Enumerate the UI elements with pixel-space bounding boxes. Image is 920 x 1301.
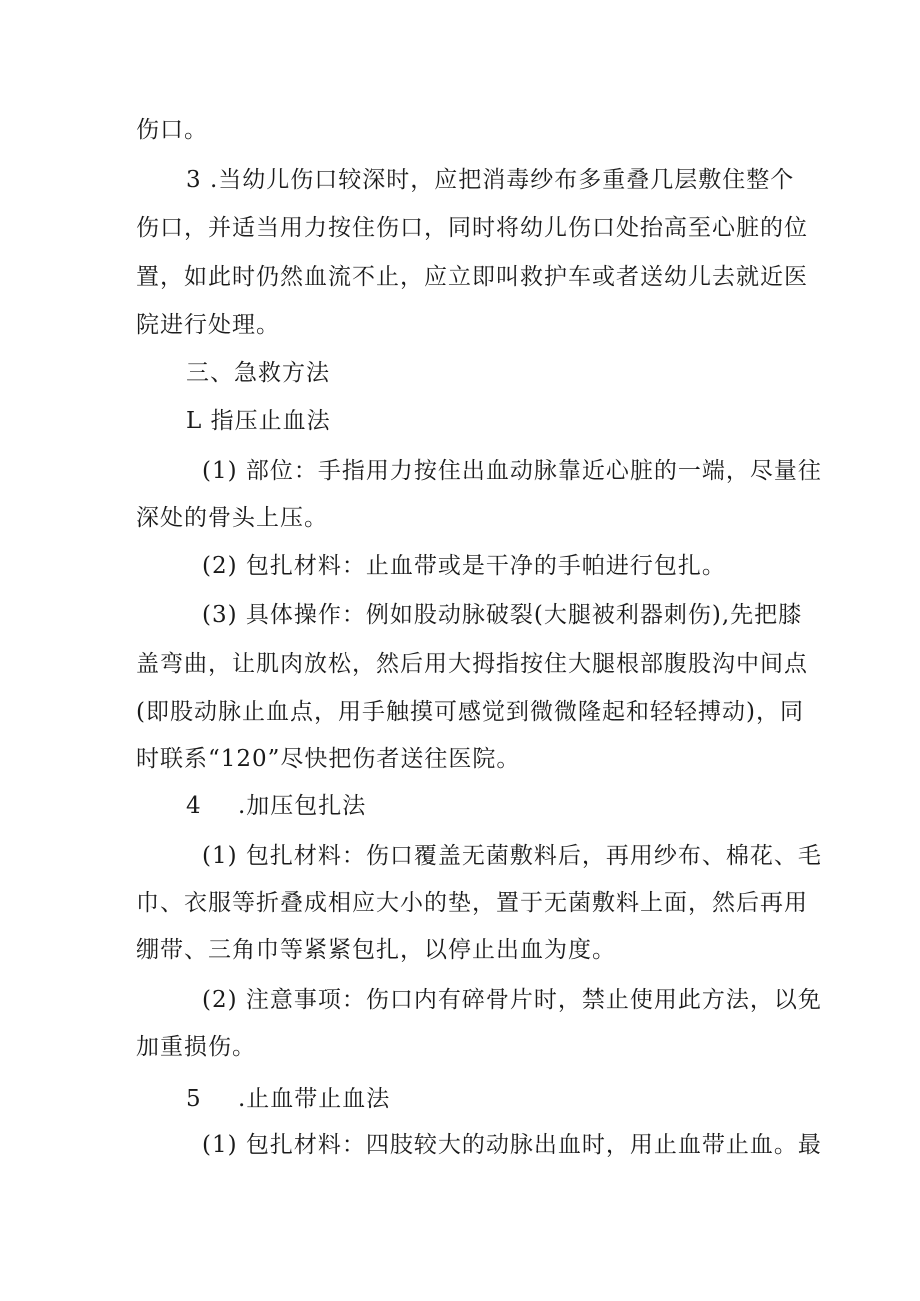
list-item: (2) 包扎材料：止血带或是干净的手帕进行包扎。: [202, 553, 726, 579]
text-line: [0, 880, 920, 926]
subheading-line: [0, 398, 920, 444]
text-line: [0, 205, 920, 251]
subheading-line: [0, 1076, 920, 1122]
paragraph-line: 置，如此时仍然血流不止，应立即叫救护车或者送幼儿去就近医: [136, 264, 808, 290]
paragraph-line: 巾、衣服等折叠成相应大小的垫，置于无菌敷料上面，然后再用: [136, 890, 808, 916]
paragraph-end: 伤口。: [136, 117, 208, 143]
text-line: [0, 641, 920, 687]
numbered-paragraph-start: 3 .当幼儿伤口较深时，应把消毒纱布多重叠几层敷住整个: [186, 167, 795, 193]
text-line: [0, 543, 920, 589]
paragraph-end: 加重损伤。: [136, 1034, 256, 1060]
paragraph-line: (即股动脉止血点，用手触摸可感觉到微微隆起和轻轻搏动)，同: [136, 699, 804, 725]
subheading-line: [0, 783, 920, 829]
list-item-start: (1) 包扎材料：四肢较大的动脉出血时，用止血带止血。最: [202, 1132, 822, 1158]
subheading-number: 4: [186, 793, 202, 819]
text-line: [0, 977, 920, 1023]
section-heading: 三、急救方法: [186, 360, 330, 386]
text-line: [0, 157, 920, 203]
text-line: [0, 107, 920, 153]
text-line: [0, 495, 920, 541]
paragraph-line: 盖弯曲，让肌肉放松，然后用大拇指按住大腿根部腹股沟中间点: [136, 651, 808, 677]
list-item-start: (1) 部位：手指用力按住出血动脉靠近心脏的一端，尽量往: [202, 458, 822, 484]
subheading: .加压包扎法: [238, 793, 367, 819]
paragraph-end: 深处的骨头上压。: [136, 505, 328, 531]
text-line: [0, 592, 920, 638]
text-line: [0, 1024, 920, 1070]
subheading: L 指压止血法: [186, 408, 331, 434]
text-line: [0, 833, 920, 879]
paragraph-end: 时联系“120”尽快把伤者送往医院。: [136, 746, 521, 772]
subheading: .止血带止血法: [238, 1086, 391, 1112]
paragraph-line: 伤口，并适当用力按住伤口，同时将幼儿伤口处抬高至心脏的位: [136, 215, 808, 241]
subheading-number: 5: [186, 1086, 202, 1112]
text-line: [0, 1122, 920, 1168]
text-line: [0, 736, 920, 782]
list-item-start: (3) 具体操作：例如股动脉破裂(大腿被利器刺伤),先把膝: [202, 602, 803, 628]
list-item-start: (1) 包扎材料：伤口覆盖无菌敷料后，再用纱布、棉花、毛: [202, 843, 822, 869]
text-line: [0, 254, 920, 300]
text-line: [0, 302, 920, 348]
text-line: [0, 448, 920, 494]
section-heading-line: [0, 350, 920, 396]
list-item-start: (2) 注意事项：伤口内有碎骨片时，禁止使用此方法，以免: [202, 987, 822, 1013]
paragraph-end: 院进行处理。: [136, 312, 280, 338]
paragraph-end: 绷带、三角巾等紧紧包扎，以停止出血为度。: [136, 937, 616, 963]
text-line: [0, 689, 920, 735]
text-line: [0, 927, 920, 973]
